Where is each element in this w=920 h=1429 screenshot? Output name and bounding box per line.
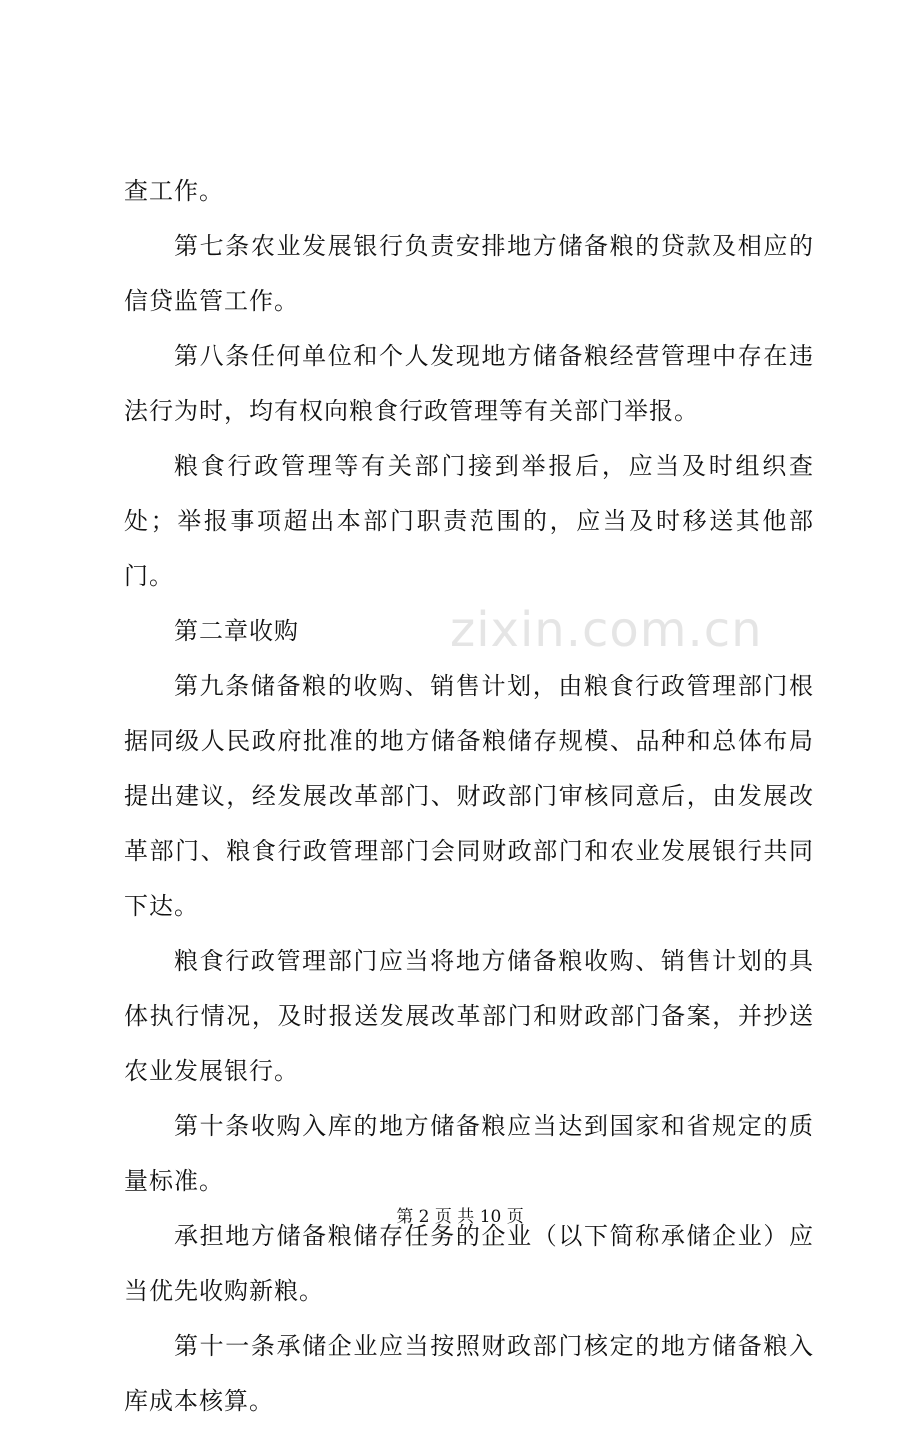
- paragraph-9: 第十一条承储企业应当按照财政部门核定的地方储备粮入库成本核算。: [124, 1332, 814, 1415]
- chapter-heading: 第二章收购: [174, 617, 299, 645]
- paragraph-4: 粮食行政管理等有关部门接到举报后，应当及时组织查处；举报事项超出本部门职责范围的，应当及时移送其他部门。: [124, 452, 814, 590]
- paragraph-8: 承担地方储备粮储存任务的企业（以下简称承储企业）应当优先收购新粮。: [124, 1222, 814, 1305]
- document-body: [124, 164, 814, 1429]
- paragraph-2: 第七条农业发展银行负责安排地方储备粮的贷款及相应的信贷监管工作。: [124, 232, 814, 315]
- paragraph-3: 第八条任何单位和个人发现地方储备粮经营管理中存在违法行为时，均有权向粮食行政管理等有关部门举报。: [124, 342, 814, 425]
- page-footer: 第 2 页 共 10 页: [396, 1207, 524, 1227]
- watermark: zixin.com.cn: [450, 602, 763, 658]
- paragraph-7: 第十条收购入库的地方储备粮应当达到国家和省规定的质量标准。: [124, 1112, 814, 1195]
- paragraph-5: 第九条储备粮的收购、销售计划，由粮食行政管理部门根据同级人民政府批准的地方储备粮储存规模、品种和总体布局提出建议，经发展改革部门、财政部门审核同意后，由发展改革部门、粮食行政管理部门会同财政部门和农业发展银行共同下达。: [124, 672, 814, 920]
- paragraph-1: 查工作。: [124, 177, 224, 205]
- paragraph-6: 粮食行政管理部门应当将地方储备粮收购、销售计划的具体执行情况，及时报送发展改革部门和财政部门备案，并抄送农业发展银行。: [124, 947, 814, 1085]
